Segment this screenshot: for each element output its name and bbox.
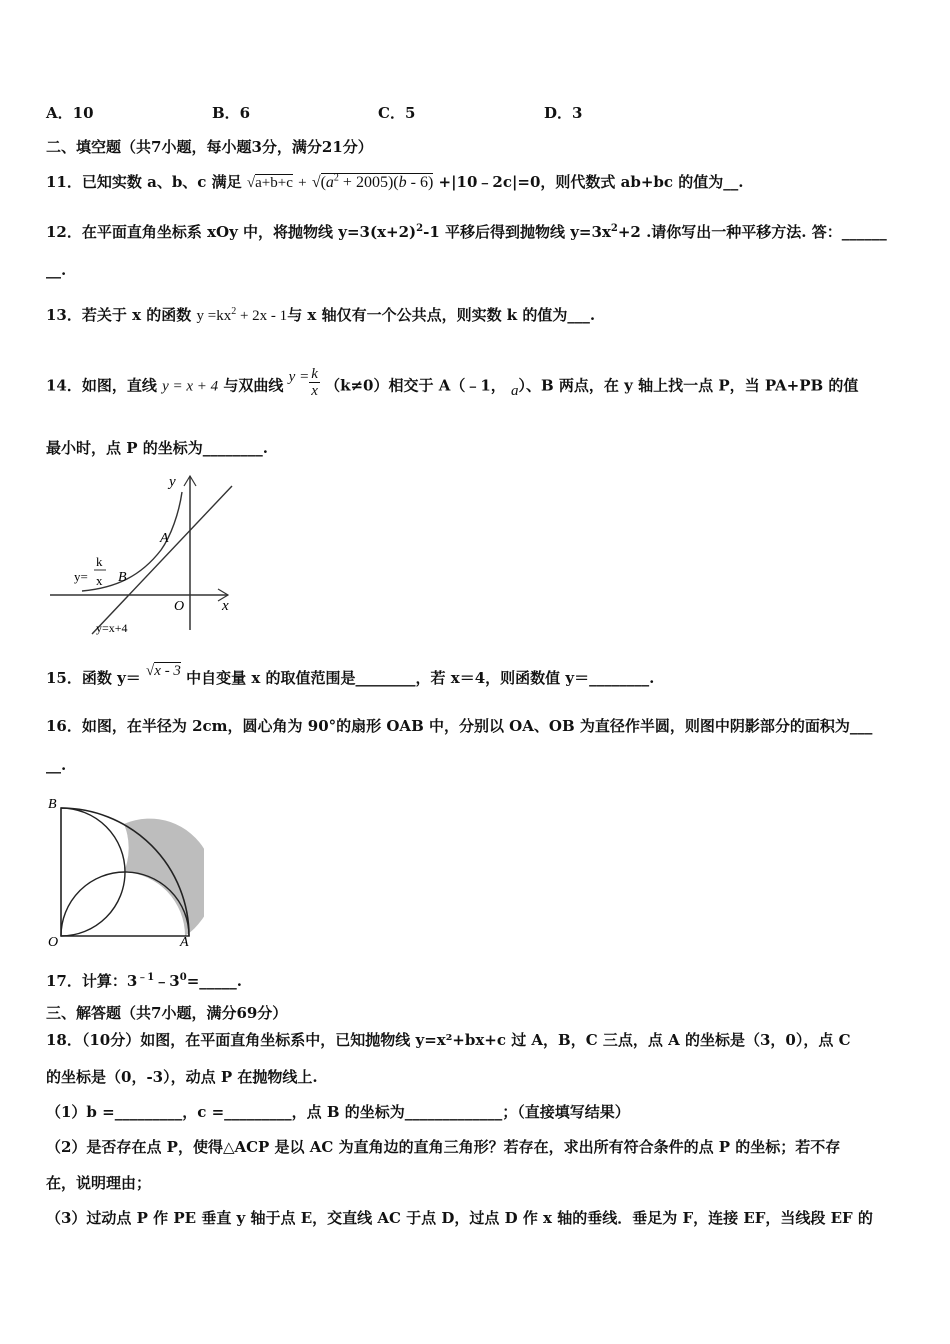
q11-plus: + <box>298 175 307 191</box>
q11-suffix: +|10﹣2c|=0，则代数式 ab+bc 的值为__. <box>438 173 744 191</box>
fig1-line-label: y=x+4 <box>96 621 128 635</box>
q14-a-variable: a <box>511 382 519 399</box>
q15-radical: √x - 3 <box>146 663 181 679</box>
q17-text-c: =_____. <box>186 972 242 990</box>
fig2-point-a-label: A <box>180 935 189 950</box>
question-18-part-3: （3）过动点 P 作 PE 垂直 y 轴于点 E，交直线 AC 于点 D，过点 D 作 x 轴的垂线．垂足为 F，连接 EF，当线段 EF 的 <box>46 1209 873 1227</box>
fig2-origin-label: O <box>48 935 59 950</box>
option-b: B．6 <box>212 104 251 122</box>
q11-prefix: 11．已知实数 a、b、c 满足 <box>46 173 242 191</box>
option-c: C．5 <box>378 104 416 122</box>
q12-text-c: +2 .请你写出一种平移方法. 答：______ <box>617 223 887 241</box>
q13-prefix: 13．若关于 x 的函数 <box>46 306 192 324</box>
q14-hyperbola-lhs: y = <box>288 368 310 385</box>
figure-line-hyperbola <box>46 468 246 638</box>
section-2-heading: 二、填空题（共7小题，每小题3分，满分21分） <box>46 138 373 156</box>
question-18-part-1: （1）b =_________，c =_________，点 B 的坐标为_____________；（直接填写结果） <box>46 1103 630 1121</box>
option-a: A．10 <box>46 104 94 122</box>
q12-line-2: __. <box>46 261 67 279</box>
question-14 <box>46 366 859 403</box>
q14-condition: （k≠0）相交于 A（﹣1， <box>325 376 506 395</box>
question-18-part-2-line-2: 在，说明理由； <box>46 1174 152 1192</box>
q13-function: $y =kx^2 + 2x - 1$ <box>196 306 288 324</box>
q14-suffix: ）、B 两点，在 y 轴上找一点 P，当 PA+PB 的值 <box>518 376 859 395</box>
shaded-region <box>124 819 204 936</box>
q12-text-a: 12．在平面直角坐标系 xOy 中，将抛物线 y=3(x+2) <box>46 223 417 241</box>
q14-mid: 与双曲线 <box>223 376 284 395</box>
fig2-point-b-label: B <box>48 797 57 812</box>
q16-line-2: __. <box>46 756 67 774</box>
fig1-origin-label: O <box>174 599 185 614</box>
question-13 <box>46 305 595 326</box>
q12-text-b: -1 平移后得到抛物线 y=3x <box>423 223 611 241</box>
q14-line-equation: y = x + 4 <box>162 378 219 395</box>
question-11 <box>46 172 744 193</box>
question-16: 16．如图，在半径为 2cm，圆心角为 90°的扇形 OAB 中，分别以 OA、OB 为直径作半圆，则图中阴影部分的面积为___ <box>46 717 873 735</box>
question-18-line-1: 18．（10分）如图，在平面直角坐标系中，已知抛物线 y=x²+bx+c 过 A，B，C 三点，点 A 的坐标是（3，0），点 C <box>46 1031 851 1049</box>
fig1-hyperbola-label-den: x <box>96 573 103 588</box>
q14-line-2: 最小时，点 P 的坐标为________. <box>46 439 268 457</box>
q15-prefix: 15．函数 y＝ <box>46 669 141 687</box>
q11-radical-1: √a+b+c <box>246 175 293 191</box>
question-17 <box>46 971 242 991</box>
line-y-equals-x-plus-4 <box>92 486 232 634</box>
question-15 <box>46 663 655 689</box>
question-18-line-2: 的坐标是（0，-3），动点 P 在抛物线上. <box>46 1068 318 1086</box>
question-12 <box>46 222 887 242</box>
fig1-hyperbola-label-num: k <box>96 554 103 569</box>
q17-text-b: ﹣3 <box>154 972 180 990</box>
fig1-point-a-label: A <box>160 531 169 546</box>
section-3-heading: 三、解答题（共7小题，满分69分） <box>46 1004 288 1022</box>
q17-sup-2: 0 <box>179 972 187 983</box>
figure-sector <box>44 792 204 952</box>
options-row <box>46 103 582 123</box>
question-18-part-2-line-1: （2）是否存在点 P，使得△ACP 是以 AC 为直角边的直角三角形？若存在，求出所有符合条件的点 P 的坐标；若不存 <box>46 1138 841 1156</box>
q11-radical-2: $√(a^2 + 2005)(b - 6)$ <box>311 172 434 191</box>
q17-text-a: 17．计算：3 <box>46 972 138 990</box>
q14-prefix: 14．如图，直线 <box>46 376 157 395</box>
fig1-y-label: y <box>169 474 176 490</box>
option-d: D．3 <box>544 104 583 122</box>
q14-hyperbola-fraction: $\frac{k}{x}$ <box>311 366 318 399</box>
fig1-point-b-label: B <box>118 570 127 585</box>
fig1-x-label: x <box>222 598 229 614</box>
q12-sup-2: 2 <box>610 223 618 234</box>
q12-sup-1: 2 <box>416 223 424 234</box>
q13-suffix: 与 x 轴仅有一个公共点，则实数 k 的值为___. <box>287 306 596 324</box>
q15-suffix: 中自变量 x 的取值范围是________，若 x＝4，则函数值 y＝________. <box>186 669 655 687</box>
fig1-hyperbola-label-lhs: y= <box>74 569 88 584</box>
q17-sup-1: ﹣1 <box>137 972 155 983</box>
